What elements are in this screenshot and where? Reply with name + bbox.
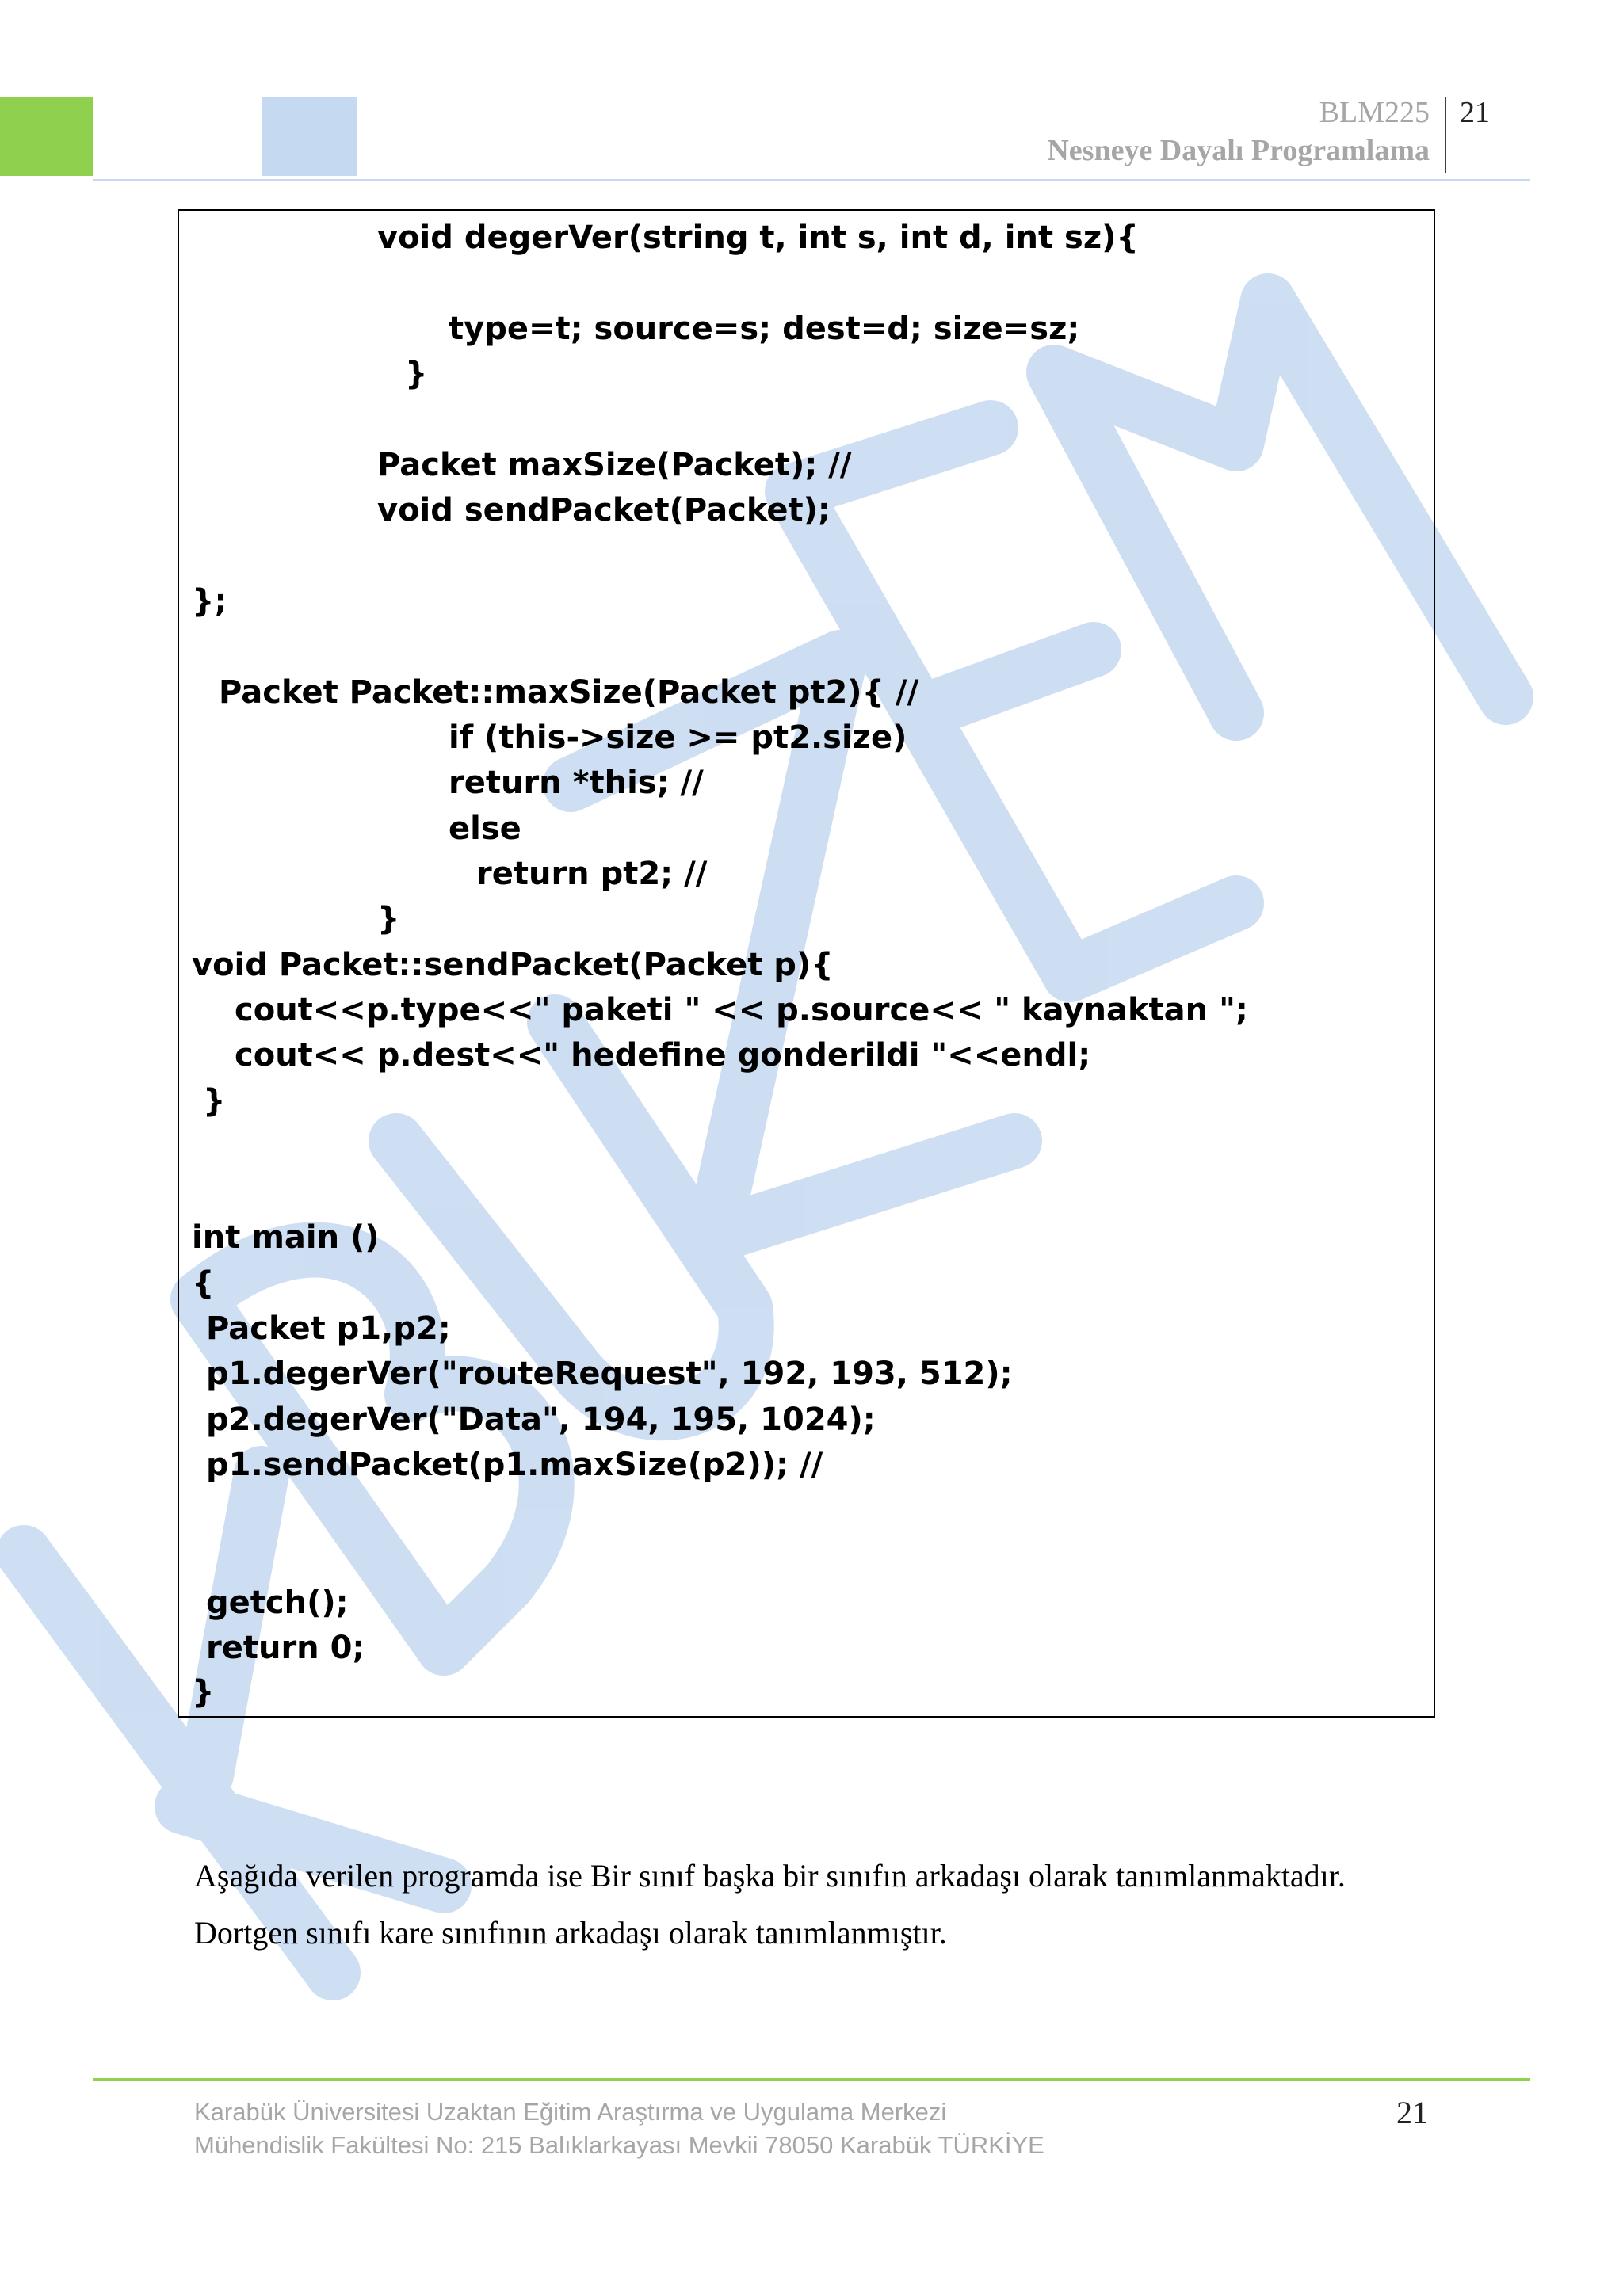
code-line: else [449,810,521,847]
header-rule [93,179,1530,181]
code-line: cout<< p.dest<<" hedefine gonderildi "<<endl; [235,1037,1091,1074]
code-line: return 0; [206,1630,365,1666]
code-line: void degerVer(string t, int s, int d, int sz){ [377,219,1139,256]
code-line: return pt2; // [476,856,708,892]
code-line: p2.degerVer("Data", 194, 195, 1024); [206,1402,876,1438]
code-line: } [192,1674,215,1711]
header-green-block [0,97,93,176]
code-line: } [377,901,400,937]
body-paragraph: Dortgen sınıfı kare sınıfının arkadaşı olarak tanımlanmıştır. [194,1915,947,1951]
header-course-code: BLM225 [1319,96,1430,129]
code-line: p1.degerVer("routeRequest", 192, 193, 512); [206,1356,1013,1392]
footer-page-number: 21 [1396,2095,1428,2130]
code-line: getch(); [206,1585,349,1621]
header-page-number: 21 [1460,96,1490,129]
code-line: Packet p1,p2; [206,1310,451,1347]
footer-institution: Karabük Üniversitesi Uzaktan Eğitim Araştırma ve Uygulama Merkezi [194,2098,947,2126]
footer-rule [93,2078,1530,2081]
code-line: void Packet::sendPacket(Packet p){ [192,947,834,983]
code-line: return *this; // [449,765,704,801]
code-line: if (this->size >= pt2.size) [449,719,907,756]
code-listing-box [178,209,1435,1718]
header-divider [1445,97,1446,173]
header-blue-block [262,97,357,176]
code-line: } [203,1083,226,1119]
code-line: Packet maxSize(Packet); // [377,447,852,483]
code-line: }; [192,583,227,620]
code-line: void sendPacket(Packet); [377,492,831,528]
code-line: type=t; source=s; dest=d; size=sz; [449,311,1080,347]
code-line: } [405,356,428,392]
code-line: p1.sendPacket(p1.maxSize(p2)); // [206,1447,823,1483]
code-line: { [192,1265,215,1302]
header-course-title: Nesneye Dayalı Programlama [1047,134,1430,167]
code-line: Packet Packet::maxSize(Packet pt2){ // [219,674,919,711]
code-line: int main () [192,1219,380,1256]
code-line: cout<<p.type<<" paketi " << p.source<< " kaynaktan "; [235,992,1248,1028]
body-paragraph: Aşağıda verilen programda ise Bir sınıf başka bir sınıfın arkadaşı olarak tanımlanmaktadır. [194,1858,1346,1894]
footer-address: Mühendislik Fakültesi No: 215 Balıklarkayası Mevkii 78050 Karabük TÜRKİYE [194,2131,1044,2159]
